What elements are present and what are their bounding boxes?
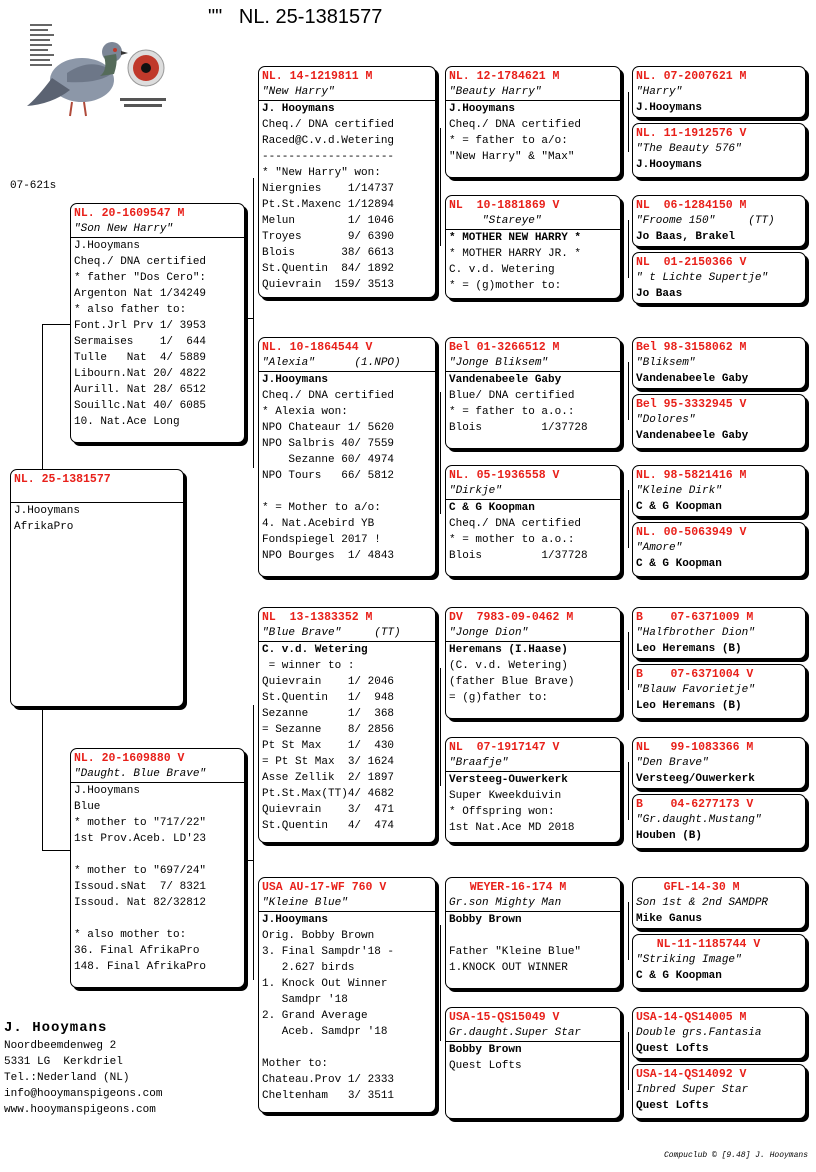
pigeon-name: "Daught. Blue Brave" — [71, 767, 244, 783]
owner: Houben (B) — [636, 830, 703, 842]
great-grandparent-card[interactable]: USA-15-QS15049 V Gr.daught.Super Star Bobby Brown Quest Lofts — [445, 1007, 621, 1119]
website-link[interactable]: www.hooymanspigeons.com — [4, 1104, 156, 1116]
code-label: 07-621s — [10, 180, 57, 192]
owner: J. Hooymans — [262, 103, 335, 115]
ring-number: NL. 00-5063949 V — [636, 526, 747, 539]
pigeon-name: "Jonge Bliksem" — [446, 356, 620, 372]
connector — [628, 902, 629, 960]
connector — [628, 220, 629, 278]
owner: Quest Lofts — [636, 1043, 709, 1055]
ring-number: NL. 20-1609880 V — [74, 752, 185, 765]
ring-number: DV 7983-09-0462 M — [449, 611, 574, 624]
pigeon-name: "Den Brave" — [636, 757, 709, 769]
connector — [440, 668, 441, 786]
connector — [628, 490, 629, 548]
ring-number: NL. 98-5821416 M — [636, 469, 747, 482]
grandparent-card[interactable]: NL. 14-1219811 M "New Harry" J. Hooymans Cheq./ DNA certified Raced@C.v.d.Wetering -------------------- * "New Harry" won: Niergnies 1/14737 Pt.St.Maxenc 1/12894 Melun 1/ 1046 Troyes 9/ 6390 Blois 38/ 6613 St.Quentin 84/ 1892 Quievrain 159/ 3513 — [258, 66, 436, 298]
ancestor-card[interactable] — [632, 252, 806, 304]
pigeon-name: Inbred Super Star — [636, 1084, 749, 1096]
pigeon-logo — [22, 18, 170, 128]
great-grandparent-card[interactable]: NL. 05-1936558 V "Dirkje" C & G Koopman Cheq./ DNA certified * = mother to a.o.: Blois 1/37728 — [445, 465, 621, 577]
pigeon-name: "Dirkje" — [446, 484, 620, 500]
owner: Bobby Brown — [449, 1044, 522, 1056]
owner: Versteeg-Ouwerkerk — [449, 774, 568, 786]
pigeon-name: "Froome 150" (TT) — [636, 215, 775, 227]
ring-number: NL. 05-1936558 V — [449, 469, 560, 482]
owner: C & G Koopman — [636, 501, 722, 513]
email-link[interactable]: info@hooymanspigeons.com — [4, 1088, 163, 1100]
connector — [42, 324, 70, 325]
pigeon-name: "Blue Brave" (TT) — [259, 626, 435, 642]
owner: C & G Koopman — [449, 502, 535, 514]
pigeon-name: "Halfbrother Dion" — [636, 627, 755, 639]
owner: C & G Koopman — [636, 970, 722, 982]
ancestor-card[interactable] — [632, 934, 806, 989]
grandparent-card[interactable]: USA AU-17-WF 760 V "Kleine Blue" J.Hooymans Orig. Bobby Brown 3. Final Sampdr'18 - 2.627 birds 1. Knock Out Winner Samdpr '18 2. Grand Average Aceb. Samdpr '18 Mother to: Chateau.Prov 1/ 2333 Cheltenham 3/ 3511 — [258, 877, 436, 1113]
address-line: 5331 LG Kerkdriel — [4, 1056, 123, 1068]
owner: J.Hooymans — [636, 159, 703, 171]
ring-number: NL. 20-1609547 M — [74, 207, 185, 220]
pigeon-name: "Striking Image" — [636, 954, 742, 966]
ring-number: WEYER-16-174 M — [449, 881, 567, 894]
ancestor-card[interactable] — [632, 337, 806, 389]
grandparent-card[interactable]: NL. 10-1864544 V "Alexia" (1.NPO) J.Hooymans Cheq./ DNA certified * Alexia won: NPO Chateaur 1/ 5620 NPO Salbris 40/ 7559 Sezanne 60/ 4974 NPO Tours 66/ 5812 * = Mother to a/o: 4. Nat.Acebird YB Fondspiegel 2017 ! NPO Bourges 1/ 4843 — [258, 337, 436, 577]
ancestor-card[interactable] — [632, 1064, 806, 1119]
pigeon-name: "Dolores" — [636, 414, 696, 426]
owner: Leo Heremans (B) — [636, 700, 742, 712]
ancestor-card[interactable] — [632, 195, 806, 247]
ancestor-card[interactable] — [632, 1007, 806, 1059]
ring-number: NL. 12-1784621 M — [449, 70, 560, 83]
connector — [253, 705, 254, 980]
pigeon-name: "Jonge Dion" — [446, 626, 620, 642]
ring-number: NL 10-1881869 V — [449, 199, 560, 212]
contact-block — [4, 1018, 162, 1118]
ring-number: Bel 01-3266512 M — [449, 341, 560, 354]
note: AfrikaPro — [14, 521, 74, 533]
pigeon-name: "Braafje" — [446, 756, 620, 772]
ancestor-card[interactable] — [632, 66, 806, 118]
owner: J.Hooymans — [449, 103, 516, 115]
connector — [253, 178, 254, 468]
ancestor-card[interactable] — [632, 737, 806, 789]
ring-number: NL. 25-1381577 — [14, 473, 111, 486]
pigeon-name: "Son New Harry" — [71, 222, 244, 238]
great-grandparent-card[interactable]: NL 07-1917147 V "Braafje" Versteeg-Ouwerkerk Super Kweekduivin * Offspring won: 1st Nat.Ace MD 2018 — [445, 737, 621, 843]
pigeon-name: "Gr.daught.Mustang" — [636, 814, 762, 826]
connector — [245, 860, 253, 861]
pigeon-name: "Kleine Dirk" — [636, 485, 722, 497]
great-grandparent-card[interactable]: WEYER-16-174 M Gr.son Mighty Man Bobby Brown Father "Kleine Blue" 1.KNOCK OUT WINNER — [445, 877, 621, 989]
connector — [628, 762, 629, 820]
ring-number: NL. 07-2007621 M — [636, 70, 747, 83]
ring-number: B 07-6371004 V — [636, 668, 754, 681]
pigeon-name: "Kleine Blue" — [259, 896, 435, 912]
phone-line: Tel.:Nederland (NL) — [4, 1072, 130, 1084]
ring-number: NL 13-1383352 M — [262, 611, 373, 624]
owner: Vandenabeele Gaby — [636, 430, 749, 442]
ring-number: USA-14-QS14005 M — [636, 1011, 747, 1024]
ring-number: USA-14-QS14092 V — [636, 1068, 747, 1081]
connector — [628, 92, 629, 152]
pigeon-name: "Harry" — [636, 86, 683, 98]
owner: Jo Baas — [636, 288, 683, 300]
ring-number: NL 99-1083366 M — [636, 741, 754, 754]
great-grandparent-card[interactable]: Bel 01-3266512 M "Jonge Bliksem" Vandenabeele Gaby Blue/ DNA certified * = father to a.o.: Blois 1/37728 — [445, 337, 621, 449]
pigeon-name: "Alexia" (1.NPO) — [259, 356, 435, 372]
ancestor-card[interactable] — [632, 522, 806, 577]
connector — [440, 128, 441, 246]
ancestor-card[interactable] — [632, 794, 806, 849]
pigeon-name: "Bliksem" — [636, 357, 696, 369]
owner: J.Hooymans — [262, 914, 329, 926]
footer-credit: Compuclub © [9.48] J. Hooymans — [663, 1151, 808, 1160]
great-grandparent-card[interactable]: DV 7983-09-0462 M "Jonge Dion" Heremans (I.Haase) (C. v.d. Wetering) (father Blue Brave) = (g)father to: — [445, 607, 621, 719]
pigeon-name: " t Lichte Supertje" — [636, 272, 769, 284]
great-grandparent-card[interactable]: NL. 12-1784621 M "Beauty Harry" J.Hooymans Cheq./ DNA certified * = father to a/o: "New Harry" & "Max" — [445, 66, 621, 178]
pigeon-name: "Blauw Favorietje" — [636, 684, 755, 696]
owner: J.Hooymans — [74, 785, 141, 797]
ring-number: NL. 10-1864544 V — [262, 341, 373, 354]
owner: Bobby Brown — [449, 914, 522, 926]
owner: J.Hooymans — [14, 505, 81, 517]
page-title: "" NL. 25-1381577 — [208, 6, 383, 28]
owner: Vandenabeele Gaby — [636, 373, 749, 385]
ancestor-card[interactable] — [632, 394, 806, 449]
owner: * MOTHER NEW HARRY * — [449, 232, 582, 244]
connector — [628, 1032, 629, 1090]
pigeon-name: "Beauty Harry" — [446, 85, 620, 101]
grandparent-card[interactable]: NL 13-1383352 M "Blue Brave" (TT) C. v.d. Wetering = winner to : Quievrain 1/ 2046 St.Quentin 1/ 948 Sezanne 1/ 368 = Sezanne 8/ 2856 Pt St Max 1/ 430 = Pt St Max 3/ 1624 Asse Zellik 2/ 1897 Pt.St.Max(TT)4/ 4682 Quievrain 3/ 471 St.Quentin 4/ 474 — [258, 607, 436, 843]
ring-number: Bel 95-3332945 V — [636, 398, 747, 411]
ring-number: Bel 98-3158062 M — [636, 341, 747, 354]
ancestor-card[interactable] — [632, 123, 806, 178]
pigeon-name: "Stareye" — [446, 214, 620, 230]
owner: J.Hooymans — [636, 102, 703, 114]
owner: C. v.d. Wetering — [262, 644, 368, 656]
connector — [440, 392, 441, 514]
owner: Vandenabeele Gaby — [449, 374, 562, 386]
pigeon-name: Gr.daught.Super Star — [446, 1026, 620, 1042]
ring-number: NL. 11-1912576 V — [636, 127, 747, 140]
connector — [245, 318, 253, 319]
pigeon-name: Gr.son Mighty Man — [446, 896, 620, 912]
ring-number: NL 06-1284150 M — [636, 199, 747, 212]
owner: Leo Heremans (B) — [636, 643, 742, 655]
dam-card[interactable]: NL. 20-1609880 V "Daught. Blue Brave" J.Hooymans Blue * mother to "717/22" 1st Prov.Aceb. LD'23 * mother to "697/24" Issoud.sNat 7/ 8321 Issoud. Nat 82/32812 * also mother to: 36. Final AfrikaPro 148. Final AfrikaPro — [70, 748, 245, 988]
ancestor-card[interactable] — [632, 664, 806, 719]
sire-card[interactable]: NL. 20-1609547 M "Son New Harry" J.Hooymans Cheq./ DNA certified * father "Dos Cero": Argenton Nat 1/34249 * also father to: Font.Jrl Prv 1/ 3953 Sermaises 1/ 644 Tulle Nat 4/ 5889 Libourn.Nat 20/ 4822 Aurill. Nat 28/ 6512 Souillc.Nat 40/ 6085 10. Nat.Ace Long — [70, 203, 245, 443]
ring-number: NL 01-2150366 V — [636, 256, 747, 269]
owner: Mike Ganus — [636, 913, 703, 925]
ring-number: B 04-6277173 V — [636, 798, 754, 811]
owner: Heremans (I.Haase) — [449, 644, 568, 656]
ring-number: USA AU-17-WF 760 V — [262, 881, 387, 894]
owner: J.Hooymans — [262, 374, 329, 386]
connector — [628, 362, 629, 420]
owner: Jo Baas, Brakel — [636, 231, 736, 243]
pigeon-name: Double grs.Fantasia — [636, 1027, 762, 1039]
ring-number: B 07-6371009 M — [636, 611, 754, 624]
breeder-name: J. Hooymans — [4, 1020, 108, 1036]
ring-number: NL-11-1185744 V — [636, 938, 761, 951]
ring-number: NL. 14-1219811 M — [262, 70, 373, 83]
connector — [440, 925, 441, 1041]
ring-number: NL 07-1917147 V — [449, 741, 560, 754]
owner: Quest Lofts — [636, 1100, 709, 1112]
pigeon-name: "Amore" — [636, 542, 683, 554]
owner: J.Hooymans — [74, 240, 141, 252]
ancestor-card[interactable] — [632, 607, 806, 659]
ring-number: USA-15-QS15049 V — [449, 1011, 560, 1024]
subject-card[interactable] — [10, 469, 184, 707]
ancestor-card[interactable] — [632, 465, 806, 517]
ring-number: GFL-14-30 M — [636, 881, 740, 894]
owner: Versteeg/Ouwerkerk — [636, 773, 755, 785]
connector — [42, 850, 70, 851]
pigeon-name: "New Harry" — [259, 85, 435, 101]
pigeon-name: Son 1st & 2nd SAMDPR — [636, 897, 769, 909]
ancestor-card[interactable] — [632, 877, 806, 929]
address-line: Noordbeemdenweg 2 — [4, 1040, 117, 1052]
owner: C & G Koopman — [636, 558, 722, 570]
pigeon-name: "The Beauty 576" — [636, 143, 742, 155]
great-grandparent-card[interactable]: NL 10-1881869 V "Stareye" * MOTHER NEW HARRY * * MOTHER HARRY JR. * C. v.d. Wetering * = (g)mother to: — [445, 195, 621, 299]
connector — [628, 632, 629, 690]
